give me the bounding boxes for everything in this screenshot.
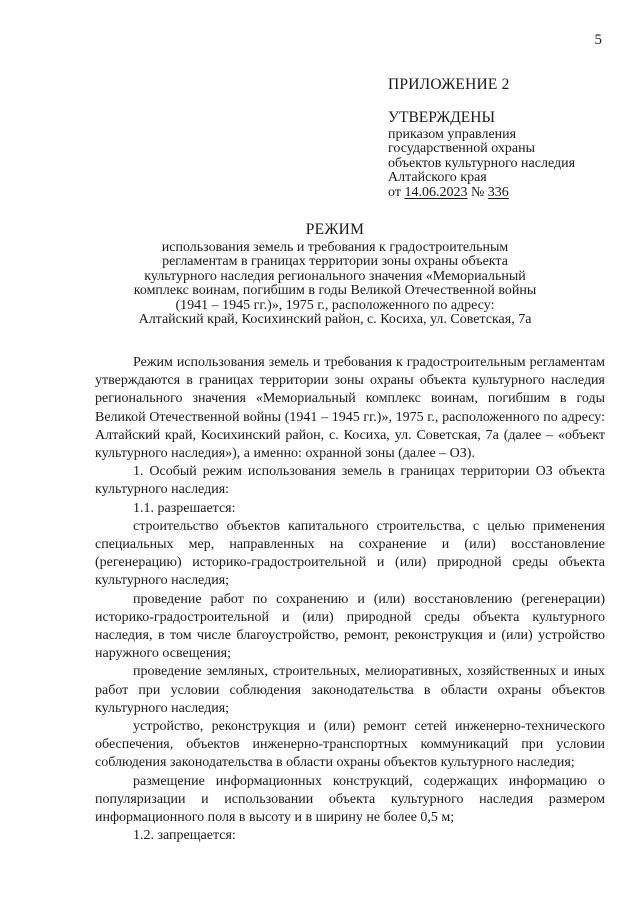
- title-line: комплекс воинам, погибшим в годы Великой Отечественной войны: [133, 283, 537, 298]
- title-line: использования земель и требования к градостроительным: [161, 239, 509, 255]
- document-title: РЕЖИМ: [305, 221, 365, 238]
- body-paragraph: 1.2. запрещается:: [133, 828, 236, 844]
- approval-line: государственной охраны: [388, 141, 536, 156]
- appendix-heading: ПРИЛОЖЕНИЕ 2: [388, 76, 510, 93]
- body-paragraph: Режим использования земель и требования к градостроительным регламентам утверждаются в границах территории зоны охраны объекта культурного наследия регионального значения «Мемориальный комплекс воинам, погибшим в годы Великой Отечественной войны (1941 – 1945 гг.)», 1975 г., расположенного по адресу: Алтайский край, Косихинский район, с. Косиха, ул. Советская, 7а (далее – «объект культурного наследия»), а именно: охранной зоны (далее – ОЗ).: [95, 355, 605, 462]
- body-paragraph: устройство, реконструкция и (или) ремонт сетей инженерно-технического обеспечения, объектов инженерно-транспортных коммуникаций при условии соблюдения законодательства в области охраны объектов культурного наследия;: [95, 719, 605, 771]
- approval-line: Алтайского края: [388, 170, 487, 185]
- document-title-block: [120, 223, 550, 328]
- body-paragraph: размещение информационных конструкций, содержащих информацию о популяризации и использовании объекта культурного наследия размером информационного поля в высоту и в ширину не более 0,5 м;: [95, 773, 605, 826]
- approved-label: УТВЕРЖДЕНЫ: [388, 109, 495, 126]
- date-prefix: от: [388, 184, 405, 200]
- approval-line: объектов культурного наследия: [388, 155, 576, 171]
- body-paragraph: проведение земляных, строительных, мелиоративных, хозяйственных и иных работ при условии соблюдения законодательства в области охраны объектов культурного наследия;: [95, 664, 605, 716]
- title-line: регламентам в границах территории зоны охраны объекта: [162, 254, 508, 269]
- body-paragraph: 1. Особый режим использования земель в границах территории ОЗ объекта культурного наследия:: [95, 464, 605, 498]
- page-number: 5: [594, 32, 602, 48]
- number-label: №: [467, 184, 488, 200]
- approval-date: 14.06.2023: [404, 184, 468, 200]
- title-line: культурного наследия регионального значения «Мемориальный: [144, 268, 526, 284]
- document-body: [95, 354, 605, 845]
- approval-line: приказом управления: [388, 126, 517, 142]
- body-paragraph: проведение работ по сохранению и (или) восстановлению (регенерации) историко-градостроительной и (или) природной среды объекта культурного наследия, в том числе благоустройство, ремонт, реконструкция и (или) устройство наружного освещения;: [95, 591, 605, 662]
- title-line: Алтайский край, Косихинский район, с. Косиха, ул. Советская, 7а: [138, 312, 532, 327]
- approval-number: 336: [487, 184, 509, 200]
- body-paragraph: строительство объектов капитального строительства, с целью применения специальных мер, направленных на сохранение и (или) восстановление (регенерацию) историко-градостроительной и (или) природной среды объекта культурного наследия;: [95, 518, 605, 589]
- approval-block: [388, 111, 575, 200]
- body-paragraph: 1.1. разрешается:: [133, 500, 236, 516]
- approval-date-line: [388, 186, 575, 201]
- title-line: (1941 – 1945 гг.)», 1975 г., расположенного по адресу:: [175, 297, 495, 313]
